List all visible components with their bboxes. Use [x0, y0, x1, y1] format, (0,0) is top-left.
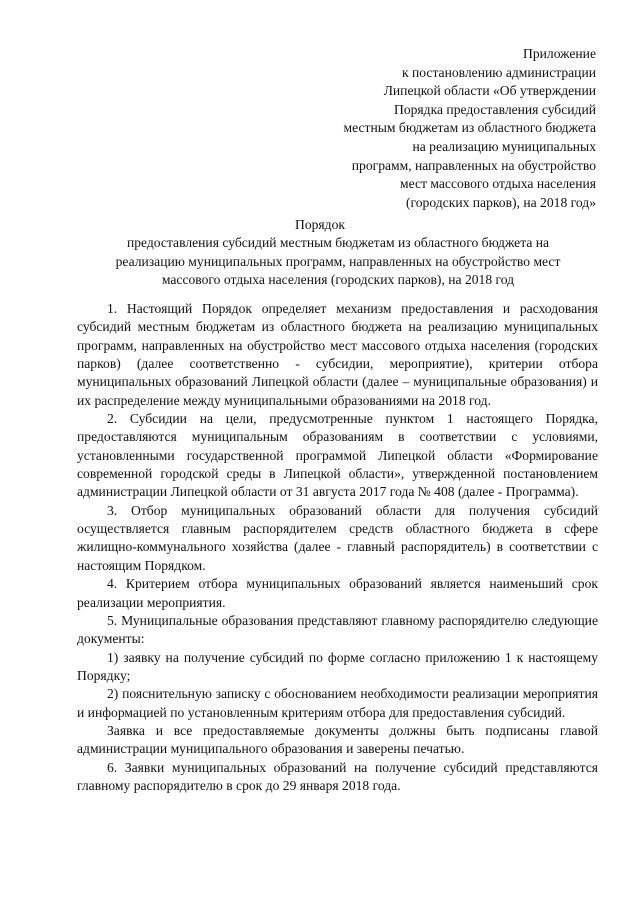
appendix-line: местным бюджетам из областного бюджета: [343, 120, 596, 136]
appendix-line: Липецкой области «Об утверждении: [383, 83, 596, 99]
document-title: Порядок: [295, 217, 345, 232]
paragraph-5-item-2: 2) пояснительную записку с обоснованием необходимости реализации мероприятия и информацией по установленным критериям отбора для предоставления субсидий.: [77, 686, 598, 720]
subtitle-line: предоставления субсидий местным бюджетам из областного бюджета на: [126, 235, 550, 250]
paragraph-3: 3. Отбор муниципальных образований области для получения субсидий осуществляется главным распорядителем средств областного бюджета в сфере жилищно-коммунального хозяйства (далее - главный распорядитель) в соответствии с настоящим Порядком.: [77, 502, 598, 573]
paragraph-5-note: Заявка и все предоставляемые документы должны быть подписаны главой администрации муниципального образования и заверены печатью.: [77, 722, 598, 757]
paragraph-2: 2. Субсидии на цели, предусмотренные пунктом 1 настоящего Порядка, предоставляются муниципальным образованиям в соответствии с условиями, установленными государственной программой Липецкой области «Формирование современной городской среды в Липецкой области», утвержденной постановлением администрации Липецкой области от 31 августа 2017 года № 408 (далее - Программа).: [77, 411, 598, 500]
appendix-line: (городских парков), на 2018 год»: [406, 194, 596, 210]
paragraph-5-item-1: 1) заявку на получение субсидий по форме согласно приложению 1 к настоящему Порядку;: [77, 649, 598, 683]
subtitle-line: массового отдыха населения (городских парков), на 2018 год: [161, 272, 515, 288]
paragraph-1: 1. Настоящий Порядок определяет механизм предоставления и расходования субсидий местным бюджетам из областного бюджета на реализацию муниципальных программ, направленных на обустройство мест массового отдыха населения (городских парков) (далее соответственно - субсидии, мероприятие), критерии отбора муниципальных образований Липецкой области (далее – муниципальные образования) и их распределение между муниципальными образованиями на 2018 год.: [77, 301, 598, 408]
document-subtitle: [78, 234, 598, 290]
paragraph-5: 5. Муниципальные образования представляют главному распорядителю следующие документы:: [77, 612, 598, 647]
paragraph-6: 6. Заявки муниципальных образований на получение субсидий представляются главному распорядителю в срок до 29 января 2018 года.: [77, 759, 598, 793]
document-body: [77, 300, 598, 795]
appendix-line: программ, направленных на обустройство: [351, 157, 596, 173]
appendix-line: к постановлению администрации: [402, 64, 596, 80]
appendix-header: [296, 45, 596, 212]
subtitle-line: реализацию муниципальных программ, направленных на обустройство мест: [115, 253, 561, 269]
appendix-line: Порядка предоставления субсидий: [394, 101, 596, 117]
paragraph-4: 4. Критерием отбора муниципальных образований является наименьший срок реализации мероприятия.: [77, 576, 598, 610]
appendix-line: Приложение: [523, 46, 596, 61]
appendix-line: на реализацию муниципальных: [412, 138, 596, 154]
appendix-line: мест массового отдыха населения: [400, 176, 596, 192]
